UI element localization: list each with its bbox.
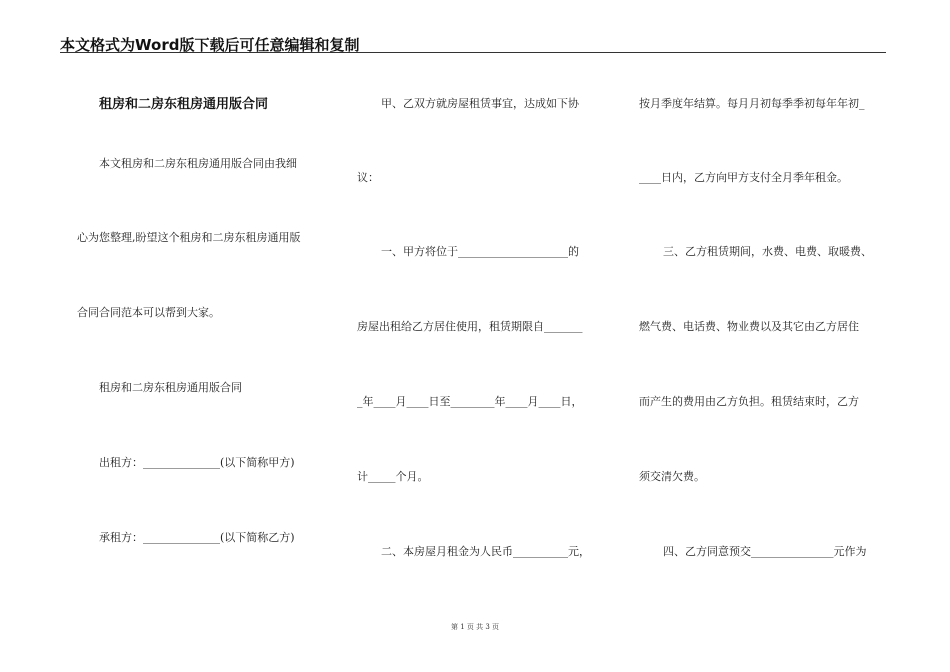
page-header-title: 本文格式为Word版下载后可任意编辑和复制 [60,36,360,54]
lessor-line: 出租方：______________(以下简称甲方) [99,456,295,469]
paragraph-line: _年____月____日至________年____月____日， [357,395,583,408]
paragraph-line: 本文租房和二房东租房通用版合同由我细 [99,157,297,170]
paragraph-line: 按月季度年结算。每月月初每季季初每年年初_ [639,97,865,110]
paragraph-line: ____日内，乙方向甲方支付全月季年租金。 [639,171,848,184]
paragraph-line: 四、乙方同意预交_______________元作为 [663,545,867,558]
paragraph-line: 议： [357,171,379,184]
paragraph-line: 心为您整理,盼望这个租房和二房东租房通用版 [77,231,301,244]
paragraph-line: 三、乙方租赁期间，水费、电费、取暖费、 [663,245,872,258]
paragraph-line: 房屋出租给乙方居住使用，租赁期限自_______ [357,320,583,333]
paragraph-line: 一、甲方将位于____________________的 [381,245,579,258]
paragraph-line: 须交清欠费。 [639,470,705,483]
paragraph-line: 而产生的费用由乙方负担。租赁结束时，乙方 [639,395,859,408]
header-divider [60,52,886,53]
paragraph-line: 二、本房屋月租金为人民币__________元， [381,545,590,558]
paragraph-line: 燃气费、电话费、物业费以及其它由乙方居住 [639,320,859,333]
paragraph-line: 甲、乙双方就房屋租赁事宜，达成如下协 [381,97,579,110]
paragraph-line: 合同合同范本可以帮到大家。 [77,306,220,319]
lessee-line: 承租方：______________(以下简称乙方) [99,531,295,544]
paragraph-line: 计_____个月。 [357,470,429,483]
paragraph-line: 租房和二房东租房通用版合同 [99,381,242,394]
page-number-footer: 第 1 页 共 3 页 [450,623,500,631]
document-title: 租房和二房东租房通用版合同 [99,97,269,112]
